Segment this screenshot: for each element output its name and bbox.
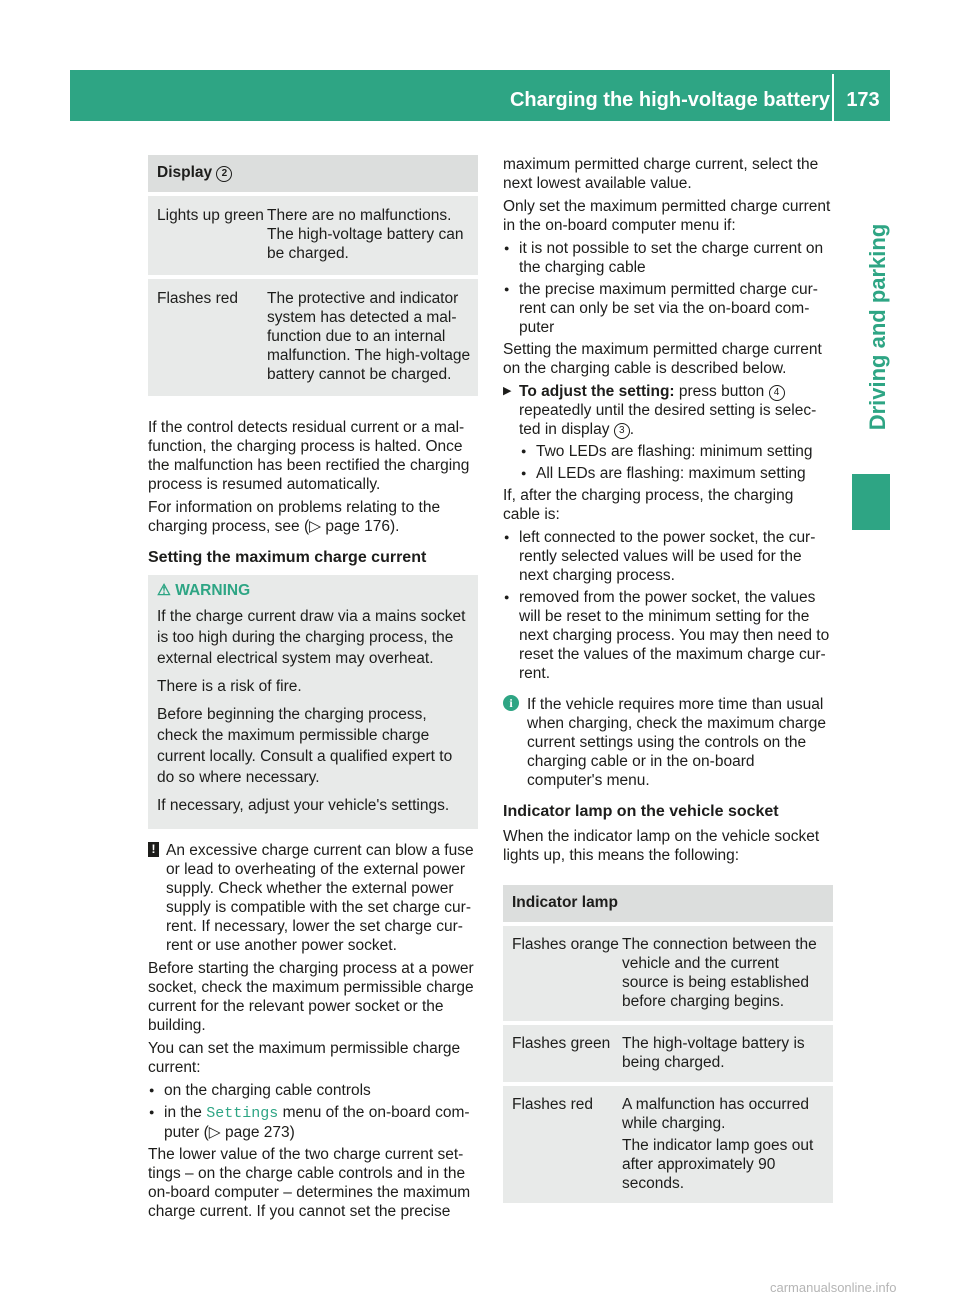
paragraph: If, after the charging process, the charging cable is:	[503, 487, 794, 523]
indicator-lamp-table	[503, 885, 833, 1203]
list-item: ● it is not possible to set the charge current on the charging cable	[503, 239, 833, 277]
table-header-row: Indicator lamp	[503, 885, 833, 922]
warning-triangle-icon: ⚠	[157, 582, 171, 599]
table-header-row	[148, 155, 478, 192]
paragraph: Before starting the charging process at a power socket, check the maximum permissible charge current for the relevant power socket or the building.	[148, 960, 474, 1034]
warning-title: ⚠ WARNING	[157, 582, 251, 599]
display-table-header: Display	[157, 164, 213, 181]
page-title: Charging the high-voltage battery	[509, 89, 830, 111]
watermark: carmanualsonline.info	[770, 1280, 897, 1295]
list-item: ● left connected to the power socket, the cur- rently selected values will be used for the next charging process.	[503, 528, 833, 585]
paragraph: Setting the maximum permitted charge current on the charging cable is described below.	[503, 341, 822, 377]
button-marker: 4	[769, 385, 785, 401]
list-item: ● removed from the power socket, the values will be reset to the minimum setting for the next charging process. You may then need to reset the values of the maximum charge cur- rent.	[503, 588, 833, 683]
info-note: i If the vehicle requires more time than usual when charging, check the maximum charge current settings using the controls on the charging cable or in the on-board computer's menu.	[503, 695, 833, 790]
settings-menu-link[interactable]: Settings	[206, 1105, 279, 1122]
chapter-tab-label: Driving and parking	[865, 223, 890, 431]
exclamation-icon: !	[148, 842, 159, 857]
instruction-step: ▶ To adjust the setting: press button 4 repeatedly until the desired setting is selec- ted in display 3 .	[503, 382, 833, 439]
list-item: ● All LEDs are flashing: maximum setting	[503, 464, 833, 483]
header-divider	[832, 74, 834, 121]
notice: ! An excessive charge current can blow a fuse or lead to overheating of the external power supply. Check whether the external power supply is compatible with the set charge cur- rent. If necessary, lower the set charge cur- rent or use another power socket.	[148, 841, 478, 955]
display-marker: 2	[216, 166, 232, 182]
chapter-tab	[865, 150, 890, 505]
paragraph: When the indicator lamp on the vehicle socket lights up, this means the following:	[503, 828, 820, 864]
list-item: ● on the charging cable controls	[148, 1081, 478, 1100]
info-icon: i	[503, 695, 519, 711]
chapter-marker	[852, 474, 890, 530]
list-item: ● the precise maximum permitted charge cur- rent can only be set via the on-board com- puter	[503, 280, 833, 337]
table-row: Flashes green The high-voltage battery is being charged.	[503, 1025, 833, 1082]
table-row: Flashes red A malfunction has occurred while charging. The indicator lamp goes out after approximately 90 seconds.	[503, 1086, 833, 1203]
list-item: ● in the Settings menu of the on-board com- puter (▷ page 273)	[148, 1103, 478, 1142]
paragraph: Only set the maximum permitted charge current in the on-board computer menu if:	[503, 198, 831, 234]
section-heading: Indicator lamp on the vehicle socket	[503, 803, 779, 820]
table-row: Lights up green There are no malfunctions. The high-voltage battery can be charged.	[148, 196, 478, 275]
paragraph: For information on problems relating to the charging process, see (▷ page 176).	[148, 499, 441, 535]
paragraph: maximum permitted charge current, select the next lowest available value.	[503, 156, 819, 192]
list-item: ● Two LEDs are flashing: minimum setting	[503, 442, 833, 461]
table-row: Flashes red The protective and indicator system has detected a mal- function due to an internal malfunction. The high-voltage battery cannot be charged.	[148, 279, 478, 396]
paragraph: You can set the maximum permissible charge current:	[148, 1040, 461, 1076]
page-number: 173	[846, 89, 880, 111]
warning-box: ⚠ WARNING If the charge current draw via a mains socket is too high during the charging process, the external electrical system may overheat. There is a risk of fire. Before beginning the charging process, check the maximum permissible charge current locally. Consult a qualified expert to do so where necessary. If necessary, adjust your vehicle's settings.	[148, 575, 478, 829]
paragraph: The lower value of the two charge current set- tings – on the charge cable controls and in the on-board computer – determines the maximum charge current. If you cannot set the precise	[148, 1146, 471, 1220]
display-marker: 3	[614, 423, 630, 439]
right-column	[503, 155, 833, 1203]
section-heading: Setting the maximum charge current	[148, 549, 427, 566]
left-column	[148, 155, 478, 1225]
table-row: Flashes orange The connection between the vehicle and the current source is being established before charging begins.	[503, 926, 833, 1021]
paragraph: If the control detects residual current or a mal- function, the charging process is halted. Once the malfunction has been rectified the charging process is resumed automatically.	[148, 419, 470, 493]
display-table	[148, 155, 478, 396]
